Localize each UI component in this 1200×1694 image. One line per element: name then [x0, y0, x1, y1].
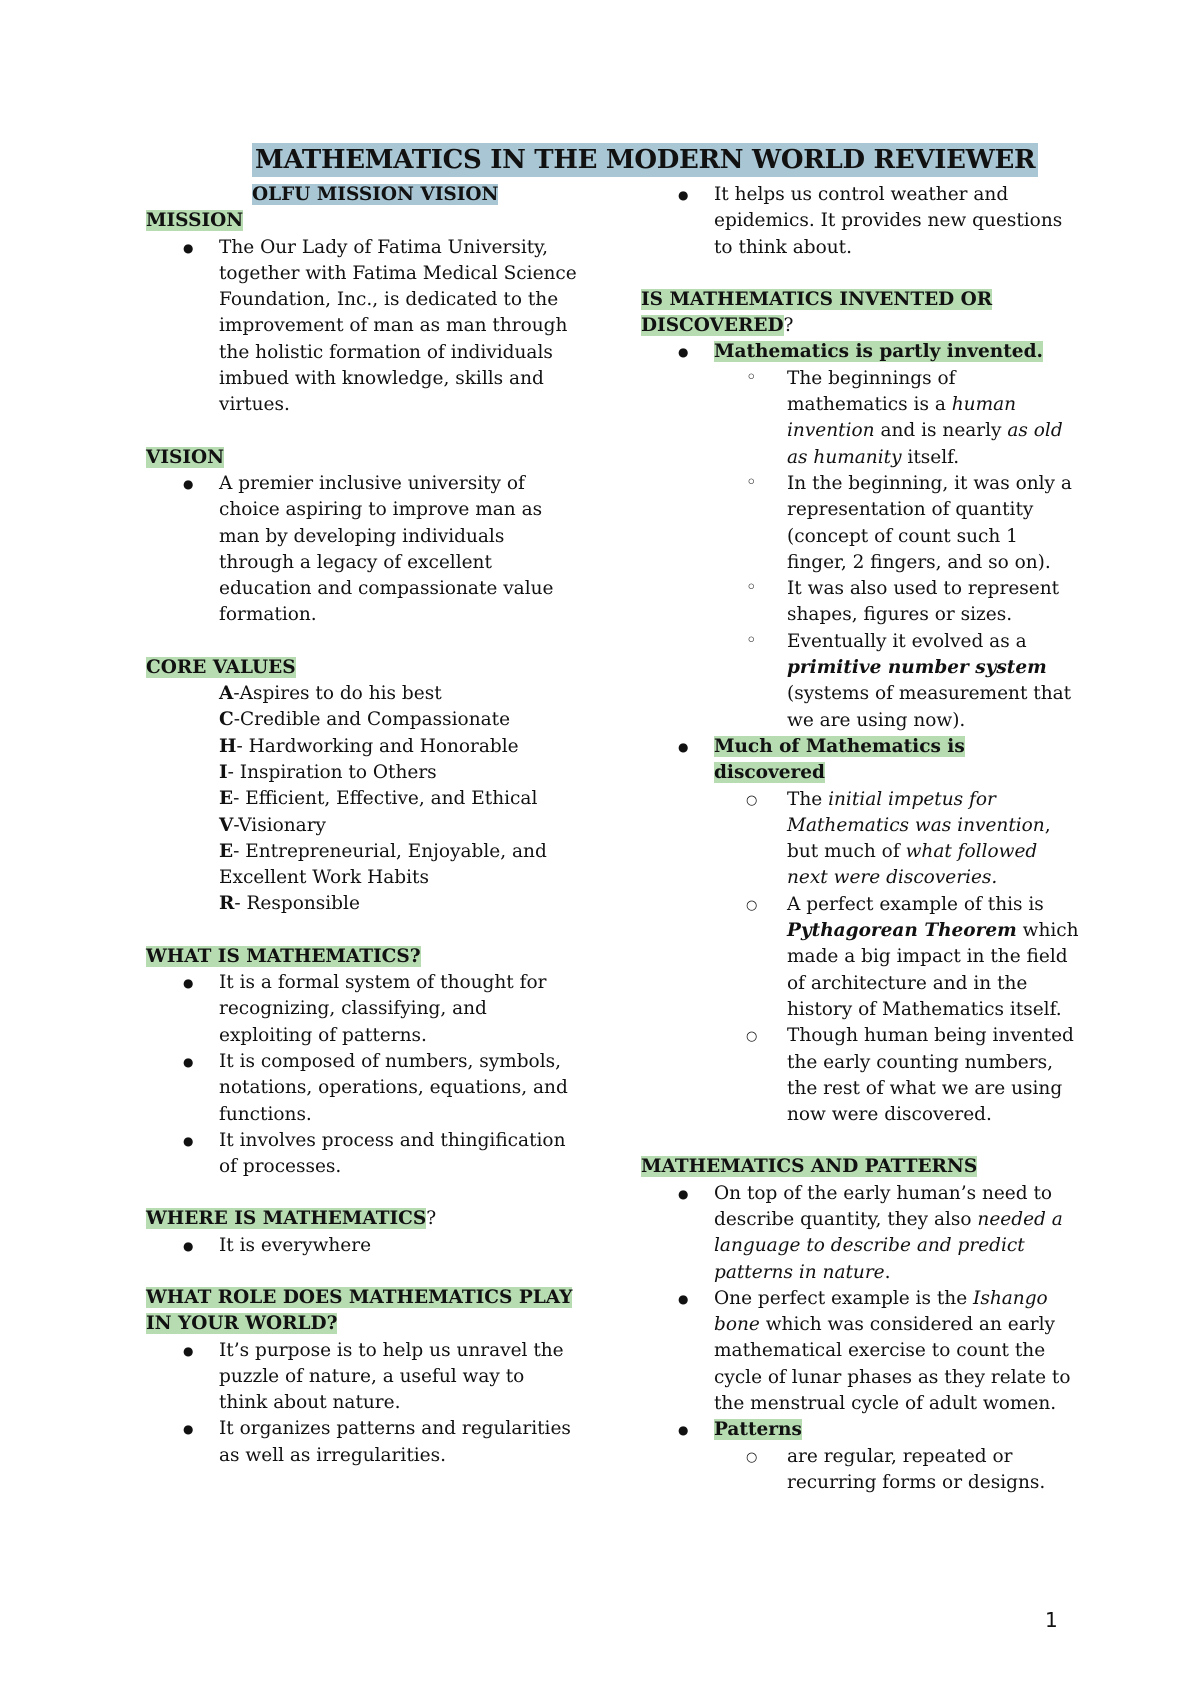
core-value-item: R- Responsible [219, 893, 360, 915]
patterns-section [641, 1154, 1081, 1496]
core-value-item: C-Credible and Compassionate [219, 709, 511, 731]
core-value-item: A-Aspires to do his best [219, 683, 442, 705]
carry-section [641, 182, 1081, 261]
list-item: ● One perfect example is the Ishango bone which was considered an early mathematical exercise to count the cycle of lunar phases as they relate to the menstrual cycle of adult women. [641, 1286, 1081, 1417]
right-column [641, 182, 1081, 1522]
list-item: ● It organizes patterns and regularities as well as irregularities. [146, 1416, 578, 1469]
vision-text: ● A premier inclusive university of choice aspiring to improve man as man by developing individuals through a legacy of excellent education and compassionate value formation. [146, 471, 578, 629]
core-value-item: I- Inspiration to Others [219, 761, 437, 783]
vision-heading: VISION [146, 446, 225, 468]
list-item: ● Patterns [641, 1417, 1081, 1443]
sub-list-item: ○ The initial impetus for Mathematics was invention, but much of what followed next were discoveries. [641, 787, 1081, 892]
list-item: ● It helps us control weather and epidemics. It provides new questions to think about. [641, 182, 1081, 261]
what-is-heading: WHAT IS MATHEMATICS? [146, 945, 421, 967]
core-value-item: E- Efficient, Effective, and Ethical [219, 788, 538, 810]
list-item: ● Much of Mathematics is discovered [641, 734, 1081, 787]
core-values-heading: CORE VALUES [146, 656, 296, 678]
what-role-heading: WHAT ROLE DOES MATHEMATICS PLAY IN YOUR WORLD? [146, 1286, 573, 1335]
what-is-section [146, 944, 578, 1181]
vision-section [146, 445, 578, 629]
mission-text: ● The Our Lady of Fatima University, together with Fatima Medical Science Foundation, Inc., is dedicated to the improvement of man as man through the holistic formation of individuals imbued with knowledge, skills and virtues. [146, 235, 578, 419]
mission-list [146, 235, 578, 419]
list-item: ● It involves process and thingification of processes. [146, 1128, 578, 1181]
invented-section: IS MATHEMATICS INVENTED OR DISCOVERED? ● Mathematics is partly invented. ◦ The beginnings of mathematics is a human invention and is nearly as old as humanity itself. ◦ In the beginning, it was only a representation of quantity (concept of count such 1 finger, 2 fingers, and so on). ◦ It was also used to represent shapes, figures or sizes. ◦ Eventually it evolved as a primitive number system (systems of measurement that we are using now). ● Much of Mathematics is discovered ○ The initial impetus for Mathematics was invention, but much of what followed next were discoveries. ○ A perfect example of this is Pythagorean Theorem which made a big impact in the field of architecture and in the history of Mathematics itself. ○ Though human being invented the early counting numbers, the rest of what we are using now were discovered. [641, 287, 1081, 1129]
subheading-text: OLFU MISSION VISION [252, 184, 499, 205]
core-values-list [146, 681, 578, 918]
sub-list-item: ◦ Eventually it evolved as a primitive number system (systems of measurement that we are using now). [641, 629, 1081, 734]
list-item: ● It is a formal system of thought for recognizing, classifying, and exploiting of patterns. [146, 970, 578, 1049]
left-column [146, 182, 578, 1495]
vision-list [146, 471, 578, 629]
invented-list [641, 339, 1081, 1128]
core-value-item: H- Hardworking and Honorable [219, 735, 519, 757]
patterns-list [641, 1181, 1081, 1497]
invented-heading: IS MATHEMATICS INVENTED OR DISCOVERED [641, 288, 993, 337]
where-is-section: WHERE IS MATHEMATICS? ● It is everywhere [146, 1206, 578, 1259]
where-is-list [146, 1233, 578, 1259]
mission-section [146, 208, 578, 418]
patterns-heading: MATHEMATICS AND PATTERNS [641, 1156, 978, 1178]
mission-heading: MISSION [146, 210, 244, 232]
what-is-list [146, 970, 578, 1180]
core-values-section [146, 655, 578, 918]
where-is-heading: WHERE IS MATHEMATICS [146, 1208, 427, 1230]
sub-list-item: ○ A perfect example of this is Pythagorean Theorem which made a big impact in the field of architecture and in the history of Mathematics itself. [641, 892, 1081, 1023]
list-item: ● It’s purpose is to help us unravel the puzzle of nature, a useful way to think about nature. [146, 1338, 578, 1417]
core-value-item: E- Entrepreneurial, Enjoyable, and Excellent Work Habits [219, 840, 547, 889]
page-number: 1 [1045, 1608, 1058, 1632]
list-item: ● It is everywhere [146, 1233, 578, 1259]
core-value-item: V-Visionary [219, 814, 327, 836]
list-item: ● On top of the early human’s need to describe quantity, they also needed a language to describe and predict patterns in nature. [641, 1181, 1081, 1286]
subheading [252, 182, 578, 208]
sub-list-item: ◦ It was also used to represent shapes, figures or sizes. [641, 576, 1081, 629]
list-item: ● Mathematics is partly invented. [641, 339, 1081, 365]
page-title: MATHEMATICS IN THE MODERN WORLD REVIEWER [252, 143, 1038, 177]
what-role-list [146, 1338, 578, 1469]
sub-list-item: ○ Though human being invented the early counting numbers, the rest of what we are using now were discovered. [641, 1023, 1081, 1128]
list-item: ● It is composed of numbers, symbols, notations, operations, equations, and functions. [146, 1049, 578, 1128]
sub-list-item: ○ are regular, repeated or recurring forms or designs. [641, 1444, 1081, 1497]
sub-list-item: ◦ In the beginning, it was only a representation of quantity (concept of count such 1 finger, 2 fingers, and so on). [641, 471, 1081, 576]
what-role-section [146, 1285, 578, 1469]
sub-list-item: ◦ The beginnings of mathematics is a human invention and is nearly as old as humanity itself. [641, 366, 1081, 471]
